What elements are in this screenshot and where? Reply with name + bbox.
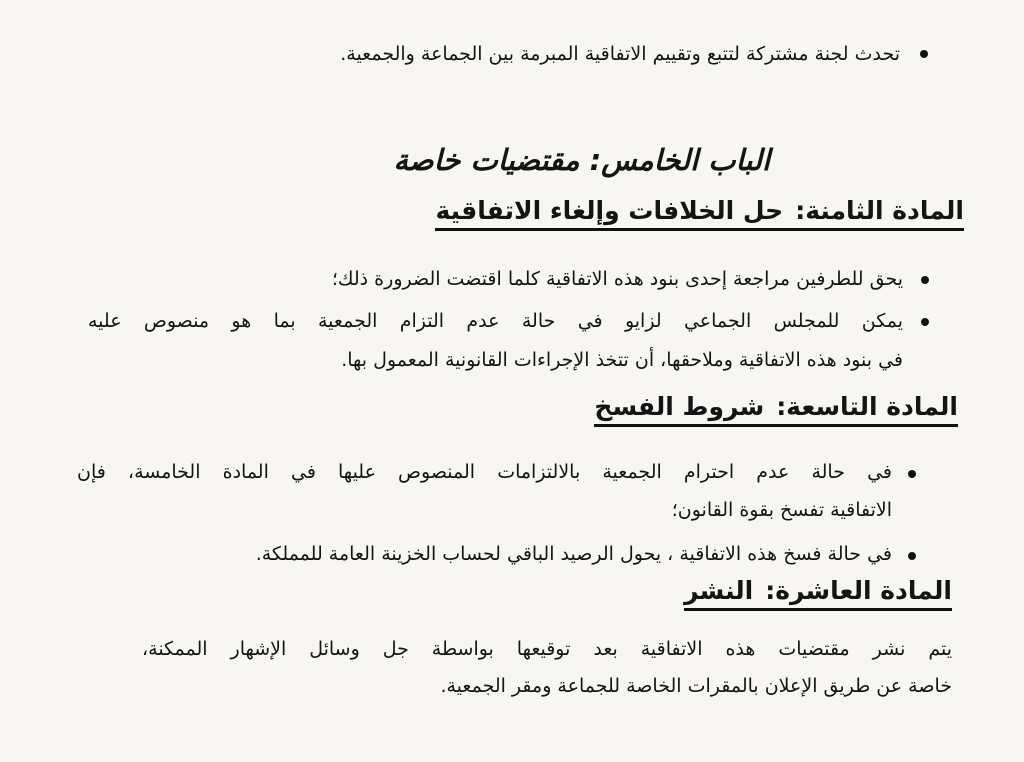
article-8-item-2-line-1: يمكن للمجلس الجماعي لزايو في حالة عدم التزام الجمعية بما هو منصوص عليه (88, 310, 903, 332)
article-8-heading (435, 195, 964, 231)
article-9-title: شروط الفسخ (594, 392, 765, 421)
bullet-icon (921, 318, 929, 326)
article-10-heading (684, 575, 952, 611)
chapter-title: الباب الخامس: مقتضيات خاصة (393, 143, 770, 177)
article-10-paragraph-line-2: خاصة عن طريق الإعلان بالمقرات الخاصة للجماعة ومقر الجمعية. (440, 675, 952, 697)
article-10-title: النشر (684, 576, 754, 605)
article-8-label: المادة الثامنة: (795, 196, 964, 225)
bullet-icon (921, 276, 929, 284)
intro-bullet-text: تحدث لجنة مشتركة لتتبع وتقييم الاتفاقية المبرمة بين الجماعة والجمعية. (340, 43, 900, 65)
bullet-icon (920, 50, 928, 58)
article-8-item-2-line-2: في بنود هذه الاتفاقية وملاحقها، أن تتخذ الإجراءات القانونية المعمول بها. (341, 349, 903, 371)
article-9-label: المادة التاسعة: (776, 392, 958, 421)
article-9-item-1-line-1: في حالة عدم احترام الجمعية بالالتزامات المنصوص عليها في المادة الخامسة، فإن (77, 461, 892, 483)
article-9-item-2: في حالة فسخ هذه الاتفاقية ، يحول الرصيد الباقي لحساب الخزينة العامة للمملكة. (255, 543, 892, 565)
article-10-label: المادة العاشرة: (765, 576, 952, 605)
bullet-icon (908, 470, 916, 478)
bullet-icon (908, 552, 916, 560)
article-9-item-1-line-2: الاتفاقية تفسخ بقوة القانون؛ (671, 499, 892, 521)
article-8-title: حل الخلافات وإلغاء الاتفاقية (435, 196, 784, 225)
article-9-heading (594, 391, 958, 427)
article-10-paragraph-line-1: يتم نشر مقتضيات هذه الاتفاقية بعد توقيعها بواسطة جل وسائل الإشهار الممكنة، (142, 638, 952, 660)
article-8-item-1: يحق للطرفين مراجعة إحدى بنود هذه الاتفاقية كلما اقتضت الضرورة ذلك؛ (331, 268, 903, 290)
